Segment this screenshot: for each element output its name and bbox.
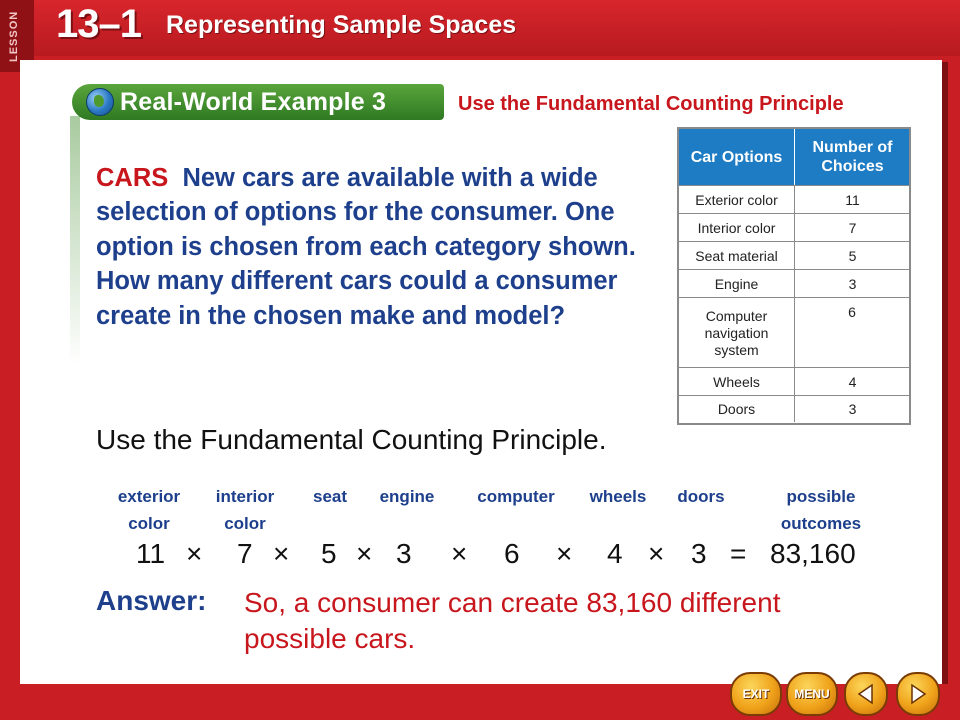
factor-interior: 7 <box>237 538 253 569</box>
panel-shadow <box>942 62 948 684</box>
answer-label: Answer: <box>96 585 207 616</box>
row-option: Doors <box>717 400 756 417</box>
row-choices: 4 <box>794 368 910 396</box>
row-choices: 11 <box>794 186 910 214</box>
exit-label: EXIT <box>742 687 770 701</box>
example-subtitle: Use the Fundamental Counting Principle <box>458 93 844 115</box>
table-header <box>679 129 909 185</box>
times-sign: × <box>356 538 373 569</box>
label-wheels: wheels <box>589 487 647 506</box>
factor-wheels: 4 <box>607 538 623 569</box>
table-row <box>679 269 909 298</box>
row-option: Interior color <box>697 219 776 236</box>
row-choices: 5 <box>794 242 910 270</box>
problem-statement <box>96 161 656 333</box>
problem-keyword: CARS <box>96 164 169 192</box>
times-sign: × <box>556 538 573 569</box>
label-possible-outcomes: possible outcomes <box>780 487 862 533</box>
label-doors: doors <box>677 487 725 506</box>
menu-label: MENU <box>794 687 830 701</box>
table-row <box>679 185 909 214</box>
triangle-right-icon <box>908 683 928 705</box>
factor-doors: 3 <box>691 538 707 569</box>
menu-button[interactable] <box>786 672 838 716</box>
globe-icon <box>86 88 114 116</box>
row-choices: 7 <box>794 214 910 242</box>
answer-text: So, a consumer can create 83,160 different possible cars. <box>244 587 781 654</box>
label-interior-color: interior color <box>215 487 275 533</box>
lesson-title: Representing Sample Spaces <box>166 11 517 39</box>
exit-button[interactable] <box>730 672 782 716</box>
row-option: Exterior color <box>695 191 778 208</box>
lesson-label: LESSON <box>8 10 20 62</box>
row-option: Engine <box>714 275 759 292</box>
times-sign: × <box>273 538 290 569</box>
car-options-table <box>677 127 911 425</box>
label-seat: seat <box>312 487 348 506</box>
times-sign: × <box>186 538 203 569</box>
next-button[interactable] <box>896 672 940 716</box>
label-exterior-color: exterior color <box>117 487 181 533</box>
header-number-of-choices: Number of Choices <box>794 129 910 185</box>
factor-seat: 5 <box>321 538 337 569</box>
table-row <box>679 367 909 396</box>
method-line: Use the Fundamental Counting Principle. <box>96 424 607 455</box>
table-row <box>679 213 909 242</box>
factor-computer: 6 <box>504 538 520 569</box>
label-engine: engine <box>379 487 435 506</box>
table-row <box>679 297 909 368</box>
row-option: Wheels <box>713 373 760 390</box>
banner-tail <box>70 116 80 366</box>
back-button[interactable] <box>844 672 888 716</box>
row-choices: 3 <box>794 396 910 422</box>
row-choices: 3 <box>794 270 910 298</box>
row-option: Seat material <box>695 247 778 264</box>
lesson-number: 13–1 <box>56 2 141 46</box>
problem-text: New cars are available with a wide selection of options for the consumer. One option is chosen from each category shown. How many different cars could a consumer create in the chosen make and model? <box>96 164 636 330</box>
product-result: 83,160 <box>770 538 856 569</box>
row-choices: 6 <box>794 298 909 368</box>
example-title: Real-World Example 3 <box>120 88 387 116</box>
times-sign: × <box>648 538 665 569</box>
factor-exterior: 11 <box>136 538 166 569</box>
row-option: Computer navigation system <box>704 307 769 358</box>
label-computer: computer <box>477 487 555 506</box>
table-row <box>679 241 909 270</box>
header-car-options: Car Options <box>690 148 783 166</box>
table-row <box>679 395 909 422</box>
triangle-left-icon <box>856 683 876 705</box>
equals-sign: = <box>730 538 747 569</box>
factor-engine: 3 <box>396 538 412 569</box>
times-sign: × <box>451 538 468 569</box>
